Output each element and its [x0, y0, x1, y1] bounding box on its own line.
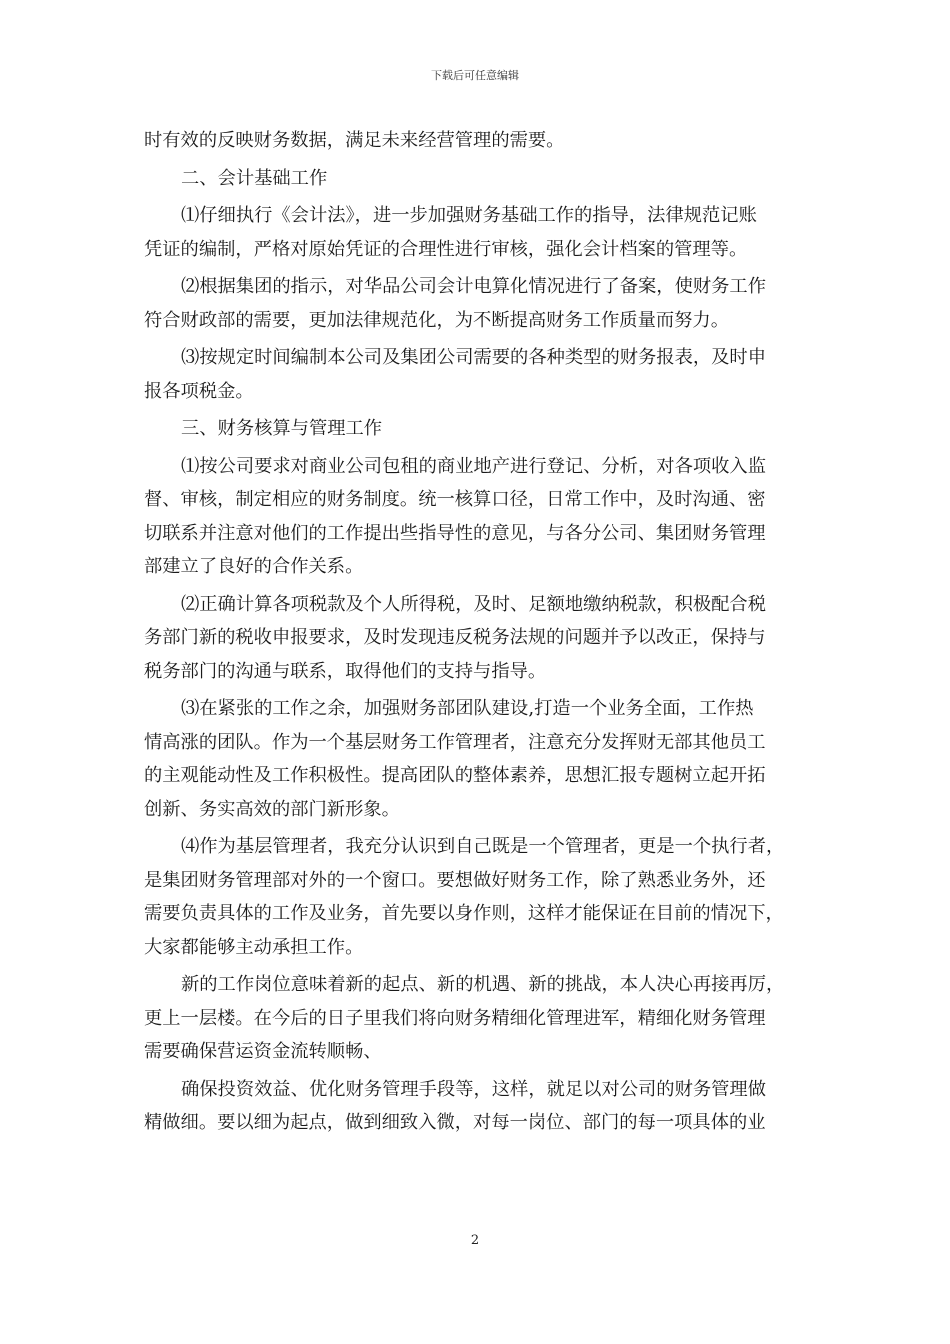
- text-line: 三、财务核算与管理工作: [181, 418, 383, 439]
- text-line: 符合财政部的需要，更加法律规范化，为不断提高财务工作质量而努力。: [144, 309, 729, 331]
- text-line: 报各项税金。: [144, 380, 254, 402]
- paragraph: [144, 412, 806, 446]
- paragraph: [144, 968, 806, 1069]
- page-header: 下载后可任意编辑: [431, 69, 519, 82]
- text-line: 大家都能够主动承担工作。: [144, 936, 364, 958]
- text-line: ⑶在紧张的工作之余，加强财务部团队建设,打造一个业务全面，工作热: [181, 698, 754, 719]
- text-line: 新的工作岗位意味着新的起点、新的机遇、新的挑战，本人决心再接再厉，: [181, 974, 785, 995]
- paragraph: [144, 450, 806, 584]
- text-line: 务部门新的税收申报要求，及时发现违反税务法规的问题并予以改正，保持与: [144, 627, 766, 648]
- page-number: 2: [470, 1233, 480, 1248]
- text-line: 确保投资效益、优化财务管理手段等，这样，就足以对公司的财务管理做: [181, 1078, 766, 1100]
- paragraph: [144, 341, 806, 408]
- paragraph: [144, 692, 806, 826]
- text-line: 的主观能动性及工作积极性。提高团队的整体素养，思想汇报专题树立起开拓: [144, 765, 766, 786]
- paragraph: [144, 270, 806, 337]
- paragraph: [144, 830, 806, 964]
- text-line: 创新、务实高效的部门新形象。: [144, 798, 400, 820]
- text-line: ⑵正确计算各项税款及个人所得税，及时、足额地缴纳税款，积极配合税: [181, 593, 766, 615]
- paragraph: [144, 199, 806, 266]
- text-line: 需要负责具体的工作及业务，首先要以身作则，这样才能保证在目前的情况下，: [144, 903, 784, 924]
- paragraph: [144, 162, 806, 196]
- text-line: ⑷作为基层管理者，我充分认识到自己既是一个管理者，更是一个执行者，: [181, 836, 785, 857]
- text-line: 切联系并注意对他们的工作提出些指导性的意见，与各分公司、集团财务管理: [144, 522, 766, 544]
- text-line: 时有效的反映财务数据，满足未来经营管理的需要。: [144, 130, 565, 151]
- text-line: 二、会计基础工作: [181, 167, 328, 189]
- text-line: 部建立了良好的合作关系。: [144, 556, 364, 577]
- text-line: 凭证的编制，严格对原始凭证的合理性进行审核，强化会计档案的管理等。: [144, 238, 748, 260]
- text-line: 督、审核，制定相应的财务制度。统一核算口径，日常工作中，及时沟通、密: [144, 489, 766, 510]
- text-line: 是集团财务管理部对外的一个窗口。要想做好财务工作，除了熟悉业务外，还: [144, 869, 766, 891]
- paragraph: [144, 124, 806, 158]
- text-line: 更上一层楼。在今后的日子里我们将向财务精细化管理进军，精细化财务管理: [144, 1007, 766, 1029]
- text-line: ⑶按规定时间编制本公司及集团公司需要的各种类型的财务报表，及时申: [181, 347, 766, 368]
- text-line: ⑴按公司要求对商业公司包租的商业地产进行登记、分析，对各项收入监: [181, 455, 766, 477]
- document-body: [144, 124, 806, 1144]
- text-line: ⑴仔细执行《会计法》，进一步加强财务基础工作的指导，法律规范记账: [181, 205, 757, 226]
- text-line: 税务部门的沟通与联系，取得他们的支持与指导。: [144, 660, 547, 682]
- text-line: 需要确保营运资金流转顺畅、: [144, 1041, 382, 1062]
- paragraph: [144, 1073, 806, 1140]
- text-line: ⑵根据集团的指示，对华品公司会计电算化情况进行了备案，使财务工作: [181, 276, 766, 297]
- text-line: 情高涨的团队。作为一个基层财务工作管理者，注意充分发挥财无部其他员工: [144, 731, 766, 753]
- text-line: 精做细。要以细为起点，做到细致入微，对每一岗位、部门的每一项具体的业: [144, 1112, 766, 1133]
- paragraph: [144, 588, 806, 689]
